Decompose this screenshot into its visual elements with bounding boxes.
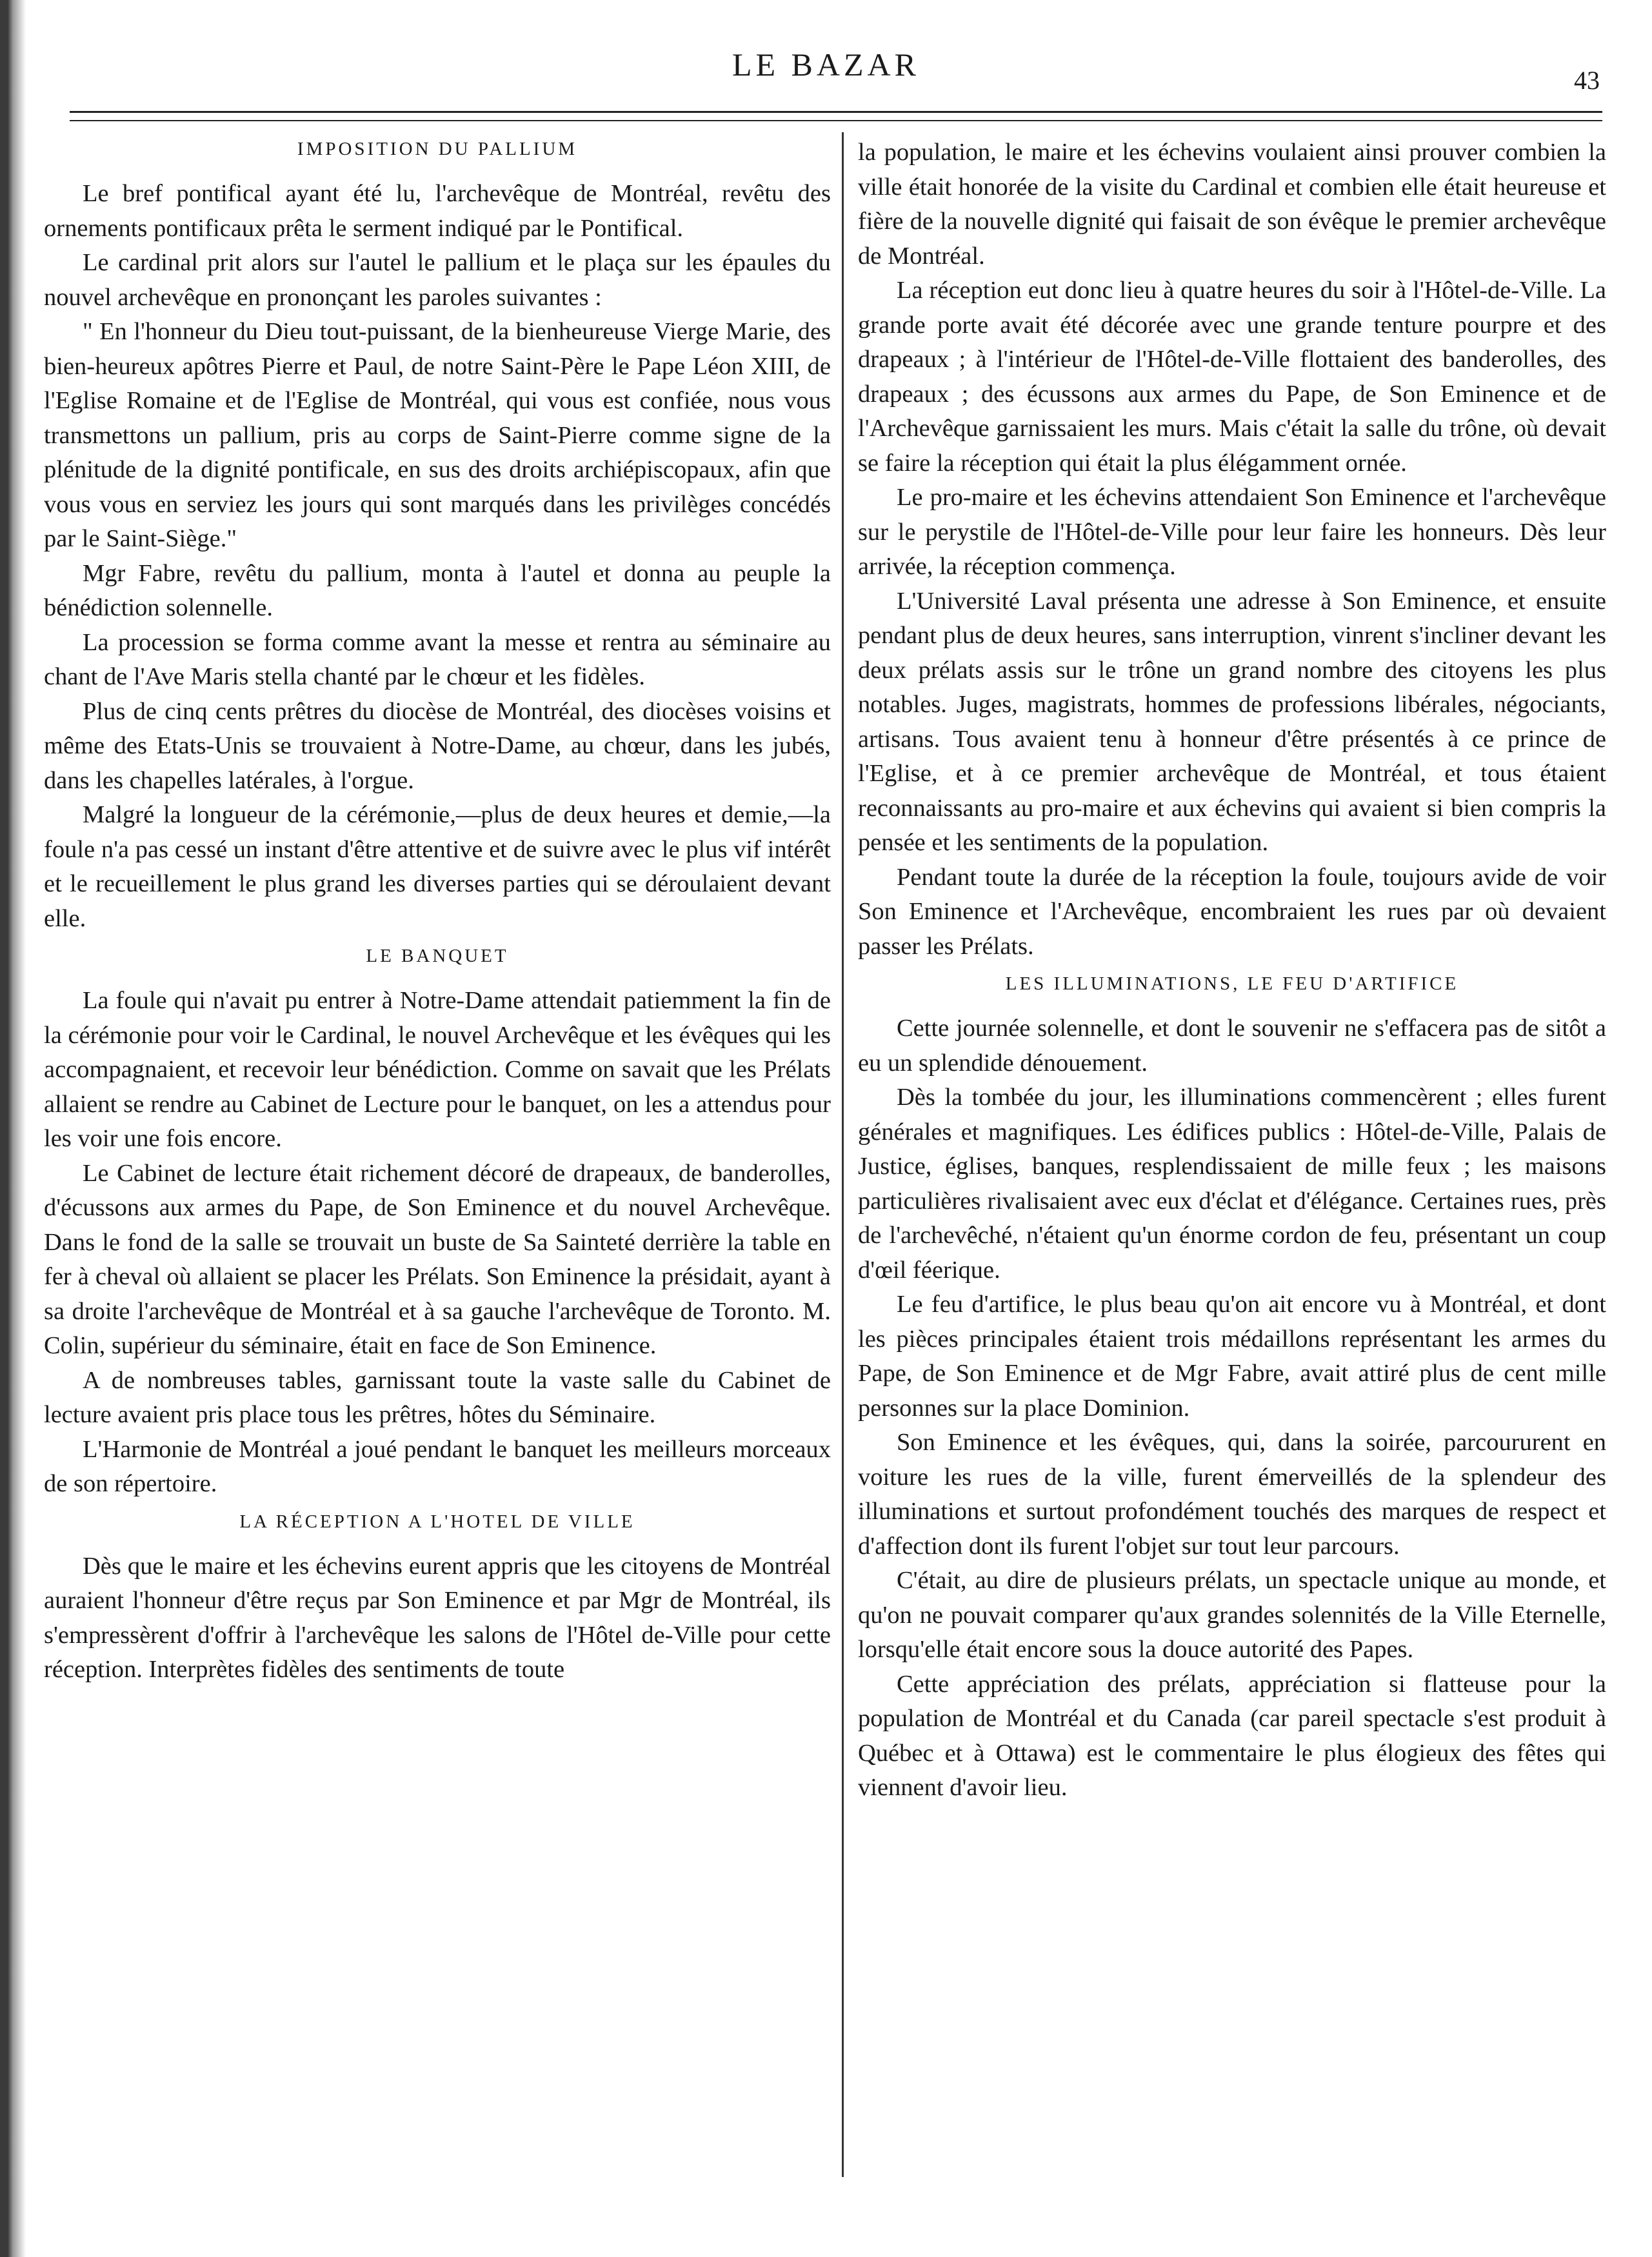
paragraph: Cette journée solennelle, et dont le souvenir ne s'effacera pas de sitôt a eu un splendide dénouement. — [858, 1015, 1606, 1077]
section-heading-illuminations: LES ILLUMINATIONS, LE FEU D'ARTIFICE — [1005, 973, 1459, 994]
paragraph: Le bref pontifical ayant été lu, l'archevêque de Montréal, revêtu des ornements pontificaux prêta le serment indiqué par le Pontifical. — [44, 180, 831, 242]
header-rule — [70, 111, 1602, 113]
paragraph: Malgré la longueur de la cérémonie,—plus de deux heures et demie,—la foule n'a pas cessé un instant d'être attentive et de suivre avec le plus vif intérêt et le recueillement le plus grand les diverses parties qui se déroulaient devant elle. — [44, 801, 831, 932]
section-heading-reception: LA RÉCEPTION A L'HOTEL DE VILLE — [239, 1511, 635, 1532]
paragraph: Dès que le maire et les échevins eurent appris que les citoyens de Montréal auraient l'honneur d'être reçus par Son Eminence et par Mgr de Montréal, ils s'empressèrent d'offrir à l'archevêque les salons de l'Hôtel de-Ville pour cette réception. Interprètes fidèles des sentiments de toute — [44, 1552, 831, 1683]
paragraph: La procession se forma comme avant la messe et rentra au séminaire au chant de l'Ave Maris stella chanté par le chœur et les fidèles. — [44, 628, 831, 690]
paragraph: Pendant toute la durée de la réception la foule, toujours avide de voir Son Eminence et l'Archevêque, encombraient les rues par où devaient passer les Prélats. — [858, 863, 1606, 960]
header-rule-thin — [70, 120, 1602, 121]
paragraph: C'était, au dire de plusieurs prélats, un spectacle unique au monde, et qu'on ne pouvait comparer qu'aux grandes solennités de la Ville Eternelle, lorsqu'elle était encore sous la douce autorité des Papes. — [858, 1567, 1606, 1663]
paragraph: La foule qui n'avait pu entrer à Notre-Dame attendait patiemment la fin de la cérémonie pour voir le Cardinal, le nouvel Archevêque et les évêques qui les accompagnaient, et recevoir leur bénédiction. Comme on savait que les Prélats allaient se rendre au Cabinet de Lecture pour le banquet, on les a attendus pour les voir une fois encore. — [44, 987, 831, 1152]
paragraph: A de nombreuses tables, garnissant toute la vaste salle du Cabinet de lecture avaient pris place tous les prêtres, hôtes du Séminaire. — [44, 1366, 831, 1428]
section-heading-banquet: LE BANQUET — [366, 946, 509, 966]
paragraph-quote: " En l'honneur du Dieu tout-puissant, de la bienheureuse Vierge Marie, des bien-heureux apôtres Pierre et Paul, de notre Saint-Père le Pape Léon XIII, de l'Eglise Romaine et de l'Eglise de Montréal, qui vous est confiée, nous vous transmettons un pallium, pris au corps de Saint-Pierre comme signe de la plénitude de la dignité pontificale, en sus des droits archiépiscopaux, afin que vous vous en serviez les jours qui sont marqués dans les privilèges concédés par le Saint-Siège." — [44, 318, 831, 552]
paragraph-continued: la population, le maire et les échevins voulaient ainsi prouver combien la ville était honorée de la visite du Cardinal et combien elle était heureuse et fière de la nouvelle dignité qui faisait de son évêque le premier archevêque de Montréal. — [858, 139, 1606, 270]
paragraph: L'Harmonie de Montréal a joué pendant le banquet les meilleurs morceaux de son répertoire. — [44, 1435, 831, 1497]
paragraph: Mgr Fabre, revêtu du pallium, monta à l'autel et donna au peuple la bénédiction solennelle. — [44, 559, 831, 621]
right-column — [858, 135, 1606, 1805]
paragraph: Le cardinal prit alors sur l'autel le pallium et le plaça sur les épaules du nouvel archevêque en prononçant les paroles suivantes : — [44, 249, 831, 311]
paragraph: Le pro-maire et les échevins attendaient Son Eminence et l'archevêque sur le perystile de l'Hôtel-de-Ville pour leur faire les honneurs. Dès leur arrivée, la réception commença. — [858, 484, 1606, 580]
paragraph: Le Cabinet de lecture était richement décoré de drapeaux, de banderolles, d'écussons aux armes du Pape, de Son Eminence et du nouvel Archevêque. Dans le fond de la salle se trouvait un buste de Sa Sainteté derrière la table en fer à cheval où allaient se placer les Prélats. Son Eminence la présidait, ayant à sa droite l'archevêque de Montréal et à sa gauche l'archevêque de Toronto. M. Colin, supérieur du séminaire, était en face de Son Eminence. — [44, 1159, 831, 1359]
paragraph: Cette appréciation des prélats, appréciation si flatteuse pour la population de Montréal et du Canada (car pareil spectacle s'est produit à Québec et à Ottawa) est le commentaire le plus élogieux des fêtes qui viennent d'avoir lieu. — [858, 1670, 1606, 1801]
page-header-title: LE BAZAR — [731, 46, 921, 83]
paragraph: La réception eut donc lieu à quatre heures du soir à l'Hôtel-de-Ville. La grande porte avait été décorée avec une grande tenture pourpre et des drapeaux ; à l'intérieur de l'Hôtel-de-Ville flottaient des banderolles, des drapeaux ; des écussons aux armes du Pape, de Son Eminence et de l'Archevêque garnissaient les murs. Mais c'était la salle du trône, où devait se faire la réception qui était la plus élégamment ornée. — [858, 277, 1606, 477]
left-column — [44, 135, 831, 1687]
page-binding-edge — [0, 0, 26, 2257]
paragraph: Le feu d'artifice, le plus beau qu'on ait encore vu à Montréal, et dont les pièces principales étaient trois médaillons représentant les armes du Pape, de Son Eminence et de Mgr Fabre, avait attiré plus de cent mille personnes sur la place Dominion. — [858, 1291, 1606, 1422]
page-number: 43 — [1574, 66, 1600, 95]
column-divider — [842, 132, 844, 2177]
paragraph: L'Université Laval présenta une adresse à Son Eminence, et ensuite pendant plus de deux heures, sans interruption, vinrent s'incliner devant les deux prélats assis sur le trône un grand nombre des citoyens les plus notables. Juges, magistrats, hommes de professions libérales, négociants, artisans. Tous avaient tenu à honneur d'être présentés à ce prince de l'Eglise, et à ce premier archevêque de Montréal, et tous étaient reconnaissants au pro-maire et aux échevins qui avaient si bien compris la pensée et les sentiments de la population. — [858, 587, 1606, 856]
paragraph: Son Eminence et les évêques, qui, dans la soirée, parcoururent en voiture les rues de la ville, furent émerveillés de la splendeur des illuminations et surtout profondément touchés des marques de respect et d'affection dont ils furent l'objet sur tout leur parcours. — [858, 1429, 1606, 1560]
paragraph: Dès la tombée du jour, les illuminations commencèrent ; elles furent générales et magnifiques. Les édifices publics : Hôtel-de-Ville, Palais de Justice, églises, banques, resplendissaient de mille feux ; les maisons particulières rivalisaient avec eux d'éclat et d'élégance. Certaines rues, près de l'archevêché, n'étaient qu'un énorme cordon de feu, présentant un coup d'œil féerique. — [858, 1084, 1606, 1284]
section-heading-imposition: IMPOSITION DU PALLIUM — [297, 139, 578, 159]
paragraph: Plus de cinq cents prêtres du diocèse de Montréal, des diocèses voisins et même des Etats-Unis se trouvaient à Notre-Dame, au chœur, dans les jubés, dans les chapelles latérales, à l'orgue. — [44, 697, 831, 794]
